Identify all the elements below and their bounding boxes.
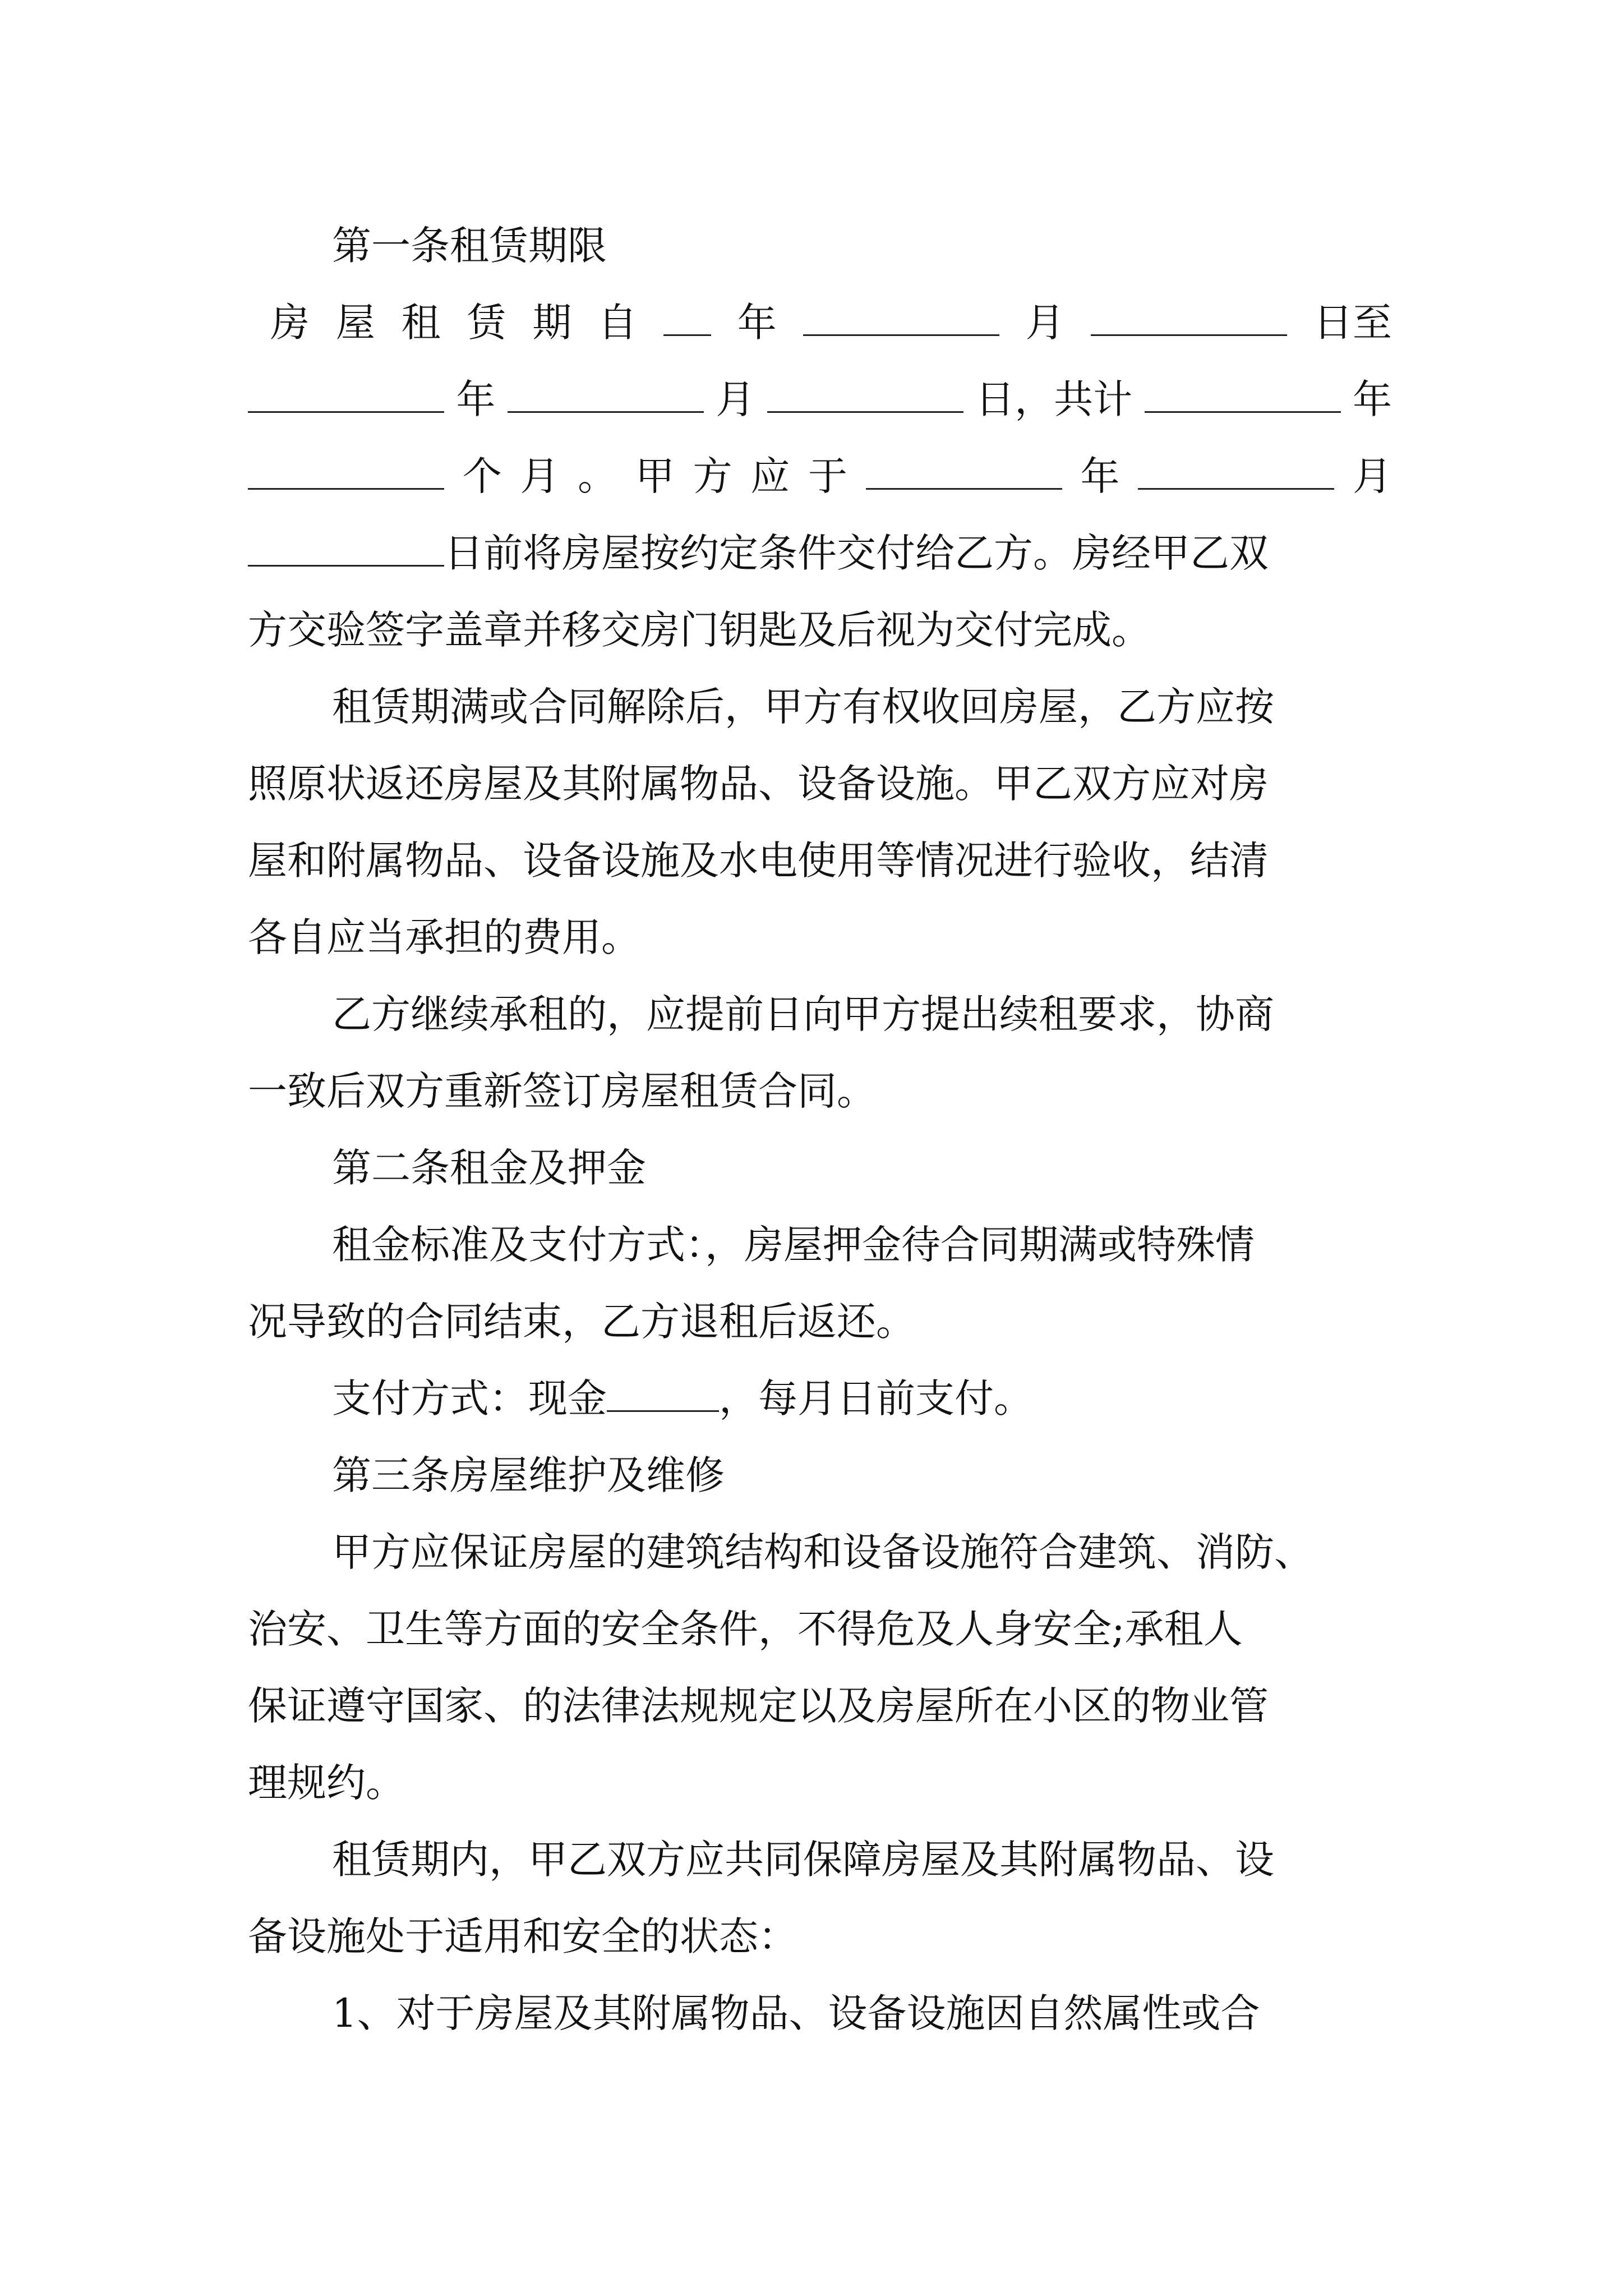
article1-heading: 第一条租赁期限 <box>332 223 607 269</box>
blank-start-month[interactable] <box>803 301 999 336</box>
lease-term-line-3: 个 月 。 甲 方 应 于 年 月 <box>248 438 1392 515</box>
payment-method-line: 支付方式：现金 ，每月日前支付。 <box>332 1375 1033 1421</box>
blank-end-month[interactable] <box>508 378 704 413</box>
paragraph-line: 理规约。 <box>248 1760 405 1806</box>
blank-end-year[interactable] <box>248 378 444 413</box>
paragraph-line: 保证遵守国家、的法律法规规定以及房屋所在小区的物业管 <box>248 1683 1269 1729</box>
lease-term-line-4: 日前将房屋按约定条件交付给乙方。房经甲乙双 <box>248 515 1392 592</box>
paragraph-line: 甲方应保证房屋的建筑结构和设备设施符合建筑、消防、 <box>332 1529 1313 1575</box>
blank-start-year[interactable] <box>663 301 711 336</box>
blank-delivery-day[interactable] <box>248 531 444 567</box>
article2-heading: 第二条租金及押金 <box>332 1145 646 1191</box>
paragraph-line: 治安、卫生等方面的安全条件，不得危及人身安全;承租人 <box>248 1606 1243 1652</box>
paragraph-line: 租金标准及支付方式：，房屋押金待合同期满或特殊情 <box>332 1222 1255 1268</box>
blank-total-years[interactable] <box>1145 378 1341 413</box>
blank-delivery-year[interactable] <box>866 454 1062 490</box>
paragraph-line: 况导致的合同结束，乙方退租后返还。 <box>248 1299 915 1345</box>
paragraph-line: 租赁期内，甲乙双方应共同保障房屋及其附属物品、设 <box>332 1837 1274 1883</box>
paragraph-line: 屋和附属物品、设备设施及水电使用等情况进行验收，结清 <box>248 838 1269 884</box>
paragraph-line: 一致后双方重新签订房屋租赁合同。 <box>248 1068 876 1114</box>
paragraph-line: 乙方继续承租的，应提前日向甲方提出续租要求，协商 <box>332 991 1274 1037</box>
lease-term-line-5: 方交验签字盖章并移交房门钥匙及后视为交付完成。 <box>248 607 1151 653</box>
blank-cash-amount[interactable] <box>607 1377 719 1412</box>
paragraph-line: 照原状返还房屋及其附属物品、设备设施。甲乙双方应对房 <box>248 761 1269 807</box>
blank-start-day[interactable] <box>1091 301 1287 336</box>
lease-term-line-1: 房 屋 租 赁 期 自 年 月 日至 <box>270 300 1392 346</box>
paragraph-line: 租赁期满或合同解除后，甲方有权收回房屋，乙方应按 <box>332 684 1274 730</box>
paragraph-line: 备设施处于适用和安全的状态： <box>248 1913 797 1959</box>
paragraph-line: 1、对于房屋及其附属物品、设备设施因自然属性或合 <box>332 1990 1260 2036</box>
blank-delivery-month[interactable] <box>1138 454 1334 490</box>
lease-term-line-2: 年 月 日，共计 年 <box>248 361 1392 438</box>
paragraph-line: 各自应当承担的费用。 <box>248 914 640 960</box>
blank-total-months[interactable] <box>248 454 444 490</box>
article3-heading: 第三条房屋维护及维修 <box>332 1452 725 1498</box>
blank-end-day[interactable] <box>767 378 963 413</box>
contract-body <box>248 208 1392 2052</box>
